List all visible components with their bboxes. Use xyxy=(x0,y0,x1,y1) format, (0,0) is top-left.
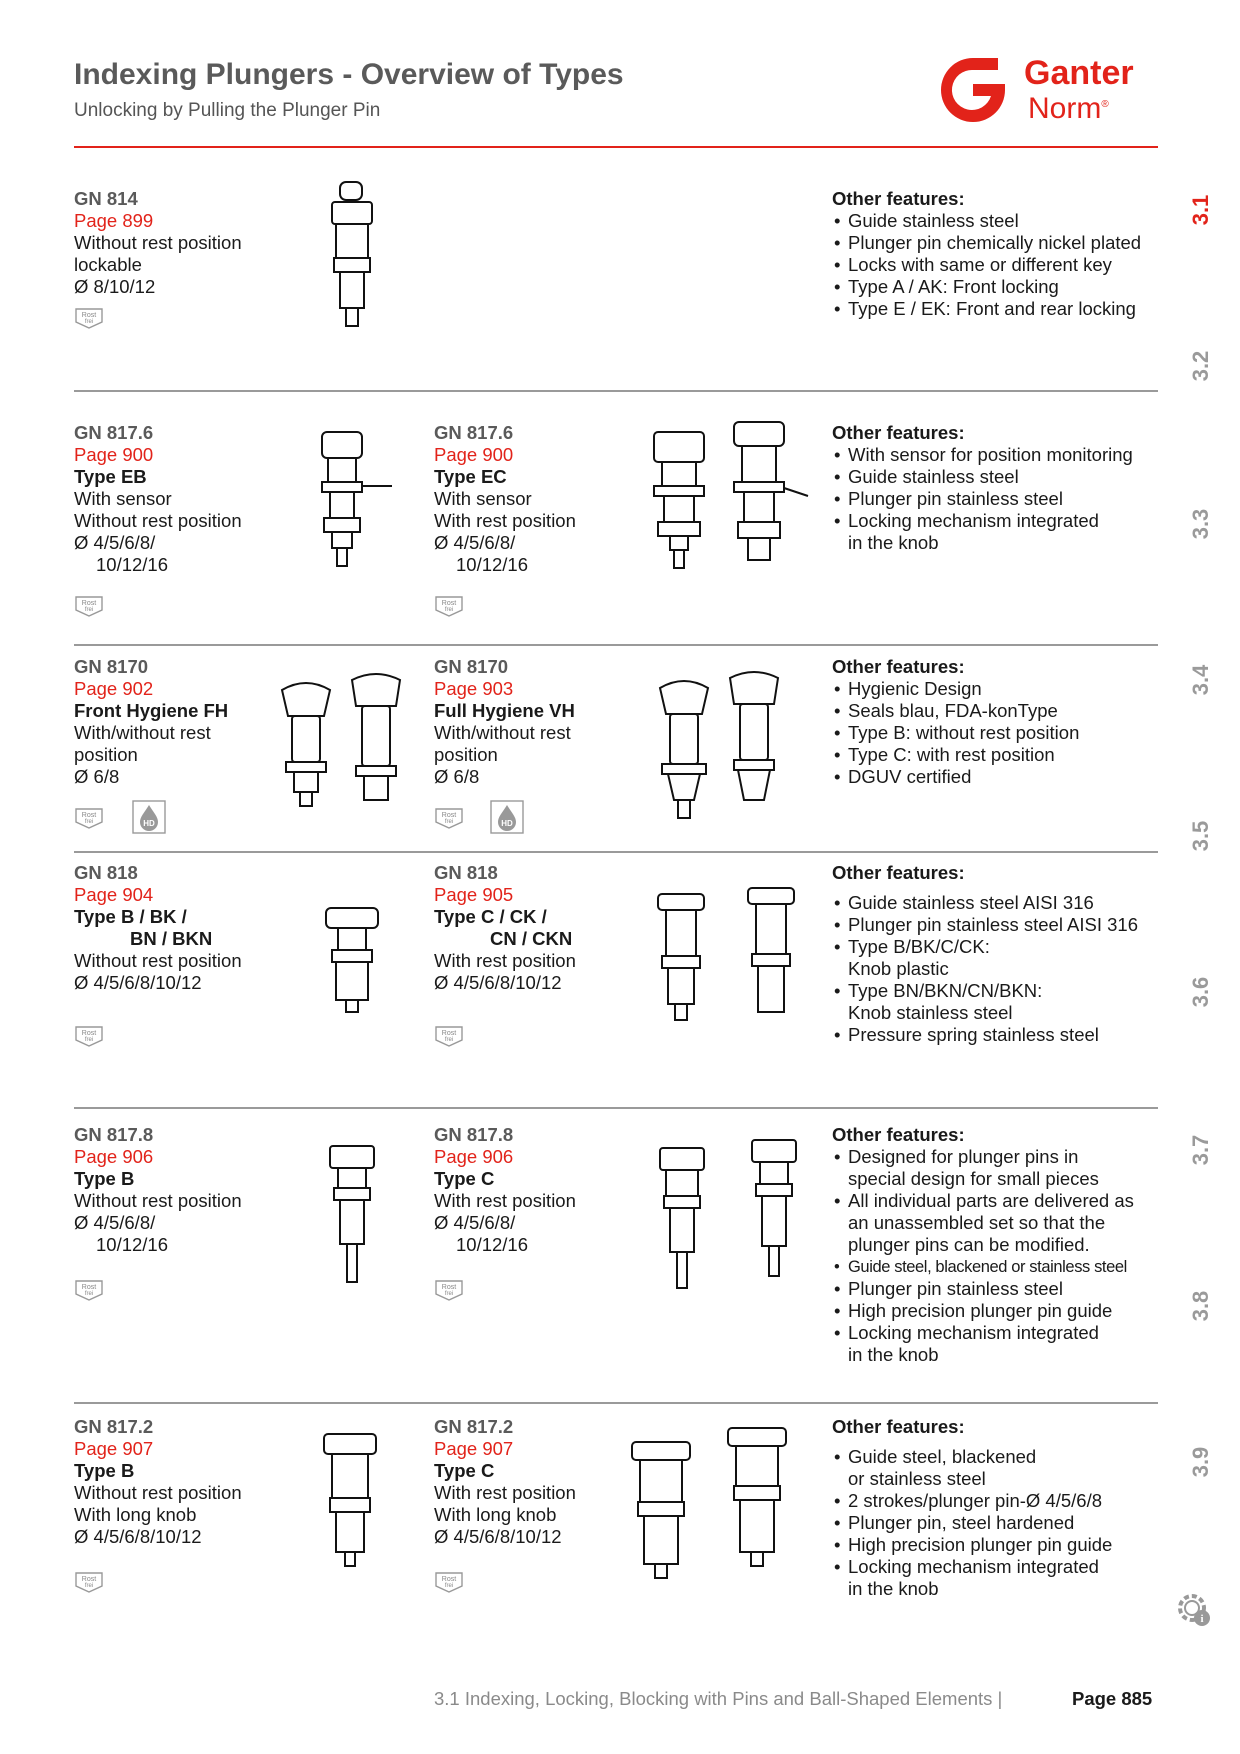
svg-text:frei: frei xyxy=(444,1037,454,1043)
page-link[interactable]: Page 903 xyxy=(434,678,514,699)
svg-text:Rost: Rost xyxy=(81,1284,97,1291)
feature-item: • Pressure spring stainless steel xyxy=(832,1024,1138,1046)
feature-item-continued: or stainless steel xyxy=(848,1468,986,1489)
feature-item: • Guide stainless steel xyxy=(832,210,1141,232)
svg-text:Rost: Rost xyxy=(441,600,457,607)
feature-item: • Guide steel, blackened or stainless steel xyxy=(832,1256,1134,1278)
features-heading: Other features: xyxy=(832,1416,965,1437)
page-title: Indexing Plungers - Overview of Types xyxy=(74,58,624,91)
product-block-gn818-c xyxy=(434,862,576,994)
product-code: GN 817.8 xyxy=(74,1124,154,1145)
product-line: Ø 4/5/6/8/10/12 xyxy=(74,972,202,993)
product-type: Type C xyxy=(434,1460,495,1481)
rost-frei-badge-icon xyxy=(74,1024,104,1048)
product-type: Type B xyxy=(74,1460,135,1481)
section-divider xyxy=(74,1402,1158,1404)
svg-text:Rost: Rost xyxy=(81,1576,97,1583)
side-tab-3-2[interactable]: 3.2 xyxy=(1188,350,1213,382)
plunger-pair-drawing-icon xyxy=(628,1424,808,1584)
features-list xyxy=(832,862,1138,1046)
plunger-drawing-icon xyxy=(316,428,396,570)
feature-item: • All individual parts are delivered as xyxy=(832,1190,1134,1212)
feature-item: • Guide stainless steel AISI 316 xyxy=(832,892,1138,914)
feature-item: • Plunger pin stainless steel xyxy=(832,1278,1134,1300)
product-type: Full Hygiene VH xyxy=(434,700,575,721)
product-line: lockable xyxy=(74,254,142,275)
feature-item: • Locking mechanism integrated xyxy=(832,510,1133,532)
product-line: With rest position xyxy=(434,1482,576,1503)
svg-text:frei: frei xyxy=(444,607,454,613)
product-line: 10/12/16 xyxy=(456,554,529,575)
product-line: Without rest position xyxy=(74,232,242,253)
feature-item: • Type B/BK/C/CK: xyxy=(832,936,1138,958)
side-tab-3-3[interactable]: 3.3 xyxy=(1188,508,1213,540)
features-heading: Other features: xyxy=(832,656,965,677)
page-link[interactable]: Page 906 xyxy=(74,1146,154,1167)
feature-item-continued: in the knob xyxy=(848,532,939,553)
page-link[interactable]: Page 907 xyxy=(434,1438,514,1459)
svg-text:frei: frei xyxy=(84,819,94,825)
features-list xyxy=(832,656,1079,788)
feature-item: • Locking mechanism integrated xyxy=(832,1556,1112,1578)
section-divider xyxy=(74,851,1158,853)
features-list xyxy=(832,422,1133,554)
features-list xyxy=(832,1416,1112,1600)
feature-item: • Designed for plunger pins in xyxy=(832,1146,1134,1168)
features-list xyxy=(832,1124,1134,1366)
page-subtitle: Unlocking by Pulling the Plunger Pin xyxy=(74,100,381,121)
svg-text:frei: frei xyxy=(444,1583,454,1589)
product-line: Without rest position xyxy=(74,950,242,971)
plunger-pair-drawing-icon xyxy=(654,884,804,1024)
product-line: position xyxy=(74,744,138,765)
feature-item: • Plunger pin stainless steel AISI 316 xyxy=(832,914,1138,936)
feature-item: • Seals blau, FDA-konType xyxy=(832,700,1079,722)
feature-item-continued: plunger pins can be modified. xyxy=(848,1234,1090,1255)
product-block-gn818-b xyxy=(74,862,242,994)
product-type: Type C / CK / xyxy=(434,906,547,927)
product-type-continued: BN / BKN xyxy=(130,928,213,949)
product-block-gn8170-fh xyxy=(74,656,228,788)
product-block-gn8178-b xyxy=(74,1124,242,1256)
product-block-gn8178-c xyxy=(434,1124,576,1256)
product-line: Ø 8/10/12 xyxy=(74,276,156,297)
feature-item-continued: in the knob xyxy=(848,1344,939,1365)
product-line: With long knob xyxy=(74,1504,197,1525)
footer-chapter: 3.1 Indexing, Locking, Blocking with Pins and Ball-Shaped Elements | xyxy=(434,1688,1003,1709)
svg-text:Rost: Rost xyxy=(81,812,97,819)
product-type: Front Hygiene FH xyxy=(74,700,229,721)
feature-item: • 2 strokes/plunger pin-Ø 4/5/6/8 xyxy=(832,1490,1112,1512)
feature-item-continued: an unassembled set so that the xyxy=(848,1212,1106,1233)
plunger-drawing-icon xyxy=(326,1142,378,1286)
page-link[interactable]: Page 905 xyxy=(434,884,514,905)
product-line: With/without rest xyxy=(74,722,211,743)
rost-frei-badge-icon xyxy=(434,594,464,618)
feature-item: • Guide steel, blackened xyxy=(832,1446,1112,1468)
product-line: position xyxy=(434,744,498,765)
hygienic-design-badge-icon xyxy=(490,800,524,834)
features-list xyxy=(832,188,1141,320)
rost-frei-badge-icon xyxy=(74,306,104,330)
product-line: Ø 6/8 xyxy=(434,766,480,787)
product-line: With rest position xyxy=(434,950,576,971)
svg-text:frei: frei xyxy=(84,1037,94,1043)
features-heading: Other features: xyxy=(832,188,965,209)
svg-text:frei: frei xyxy=(444,1291,454,1297)
feature-item: • Type B: without rest position xyxy=(832,722,1079,744)
product-line: Ø 4/5/6/8/ xyxy=(434,532,516,553)
rost-frei-badge-icon xyxy=(434,1570,464,1594)
product-code: GN 818 xyxy=(74,862,138,883)
svg-text:Rost: Rost xyxy=(81,312,97,319)
product-type: Type B xyxy=(74,1168,135,1189)
svg-text:frei: frei xyxy=(84,1291,94,1297)
section-divider xyxy=(74,644,1158,646)
page-link[interactable]: Page 902 xyxy=(74,678,154,699)
product-line: Ø 4/5/6/8/ xyxy=(74,1212,156,1233)
hygiene-plunger-drawing-icon xyxy=(654,666,804,822)
plunger-pair-drawing-icon xyxy=(650,418,810,572)
product-line: With rest position xyxy=(434,1190,576,1211)
svg-text:HD: HD xyxy=(143,819,155,828)
product-block-gn8176-eb xyxy=(74,422,242,576)
feature-item: • High precision plunger pin guide xyxy=(832,1300,1134,1322)
page-link[interactable]: Page 900 xyxy=(74,444,154,465)
side-tab-3-1[interactable]: 3.1 xyxy=(1188,194,1213,226)
svg-text:Rost: Rost xyxy=(441,1576,457,1583)
product-code: GN 817.8 xyxy=(434,1124,514,1145)
feature-item: • Plunger pin, steel hardened xyxy=(832,1512,1112,1534)
plunger-drawing-icon xyxy=(320,1430,380,1570)
feature-item: • Locks with same or different key xyxy=(832,254,1141,276)
svg-text:Rost: Rost xyxy=(441,812,457,819)
feature-item: • Type E / EK: Front and rear locking xyxy=(832,298,1141,320)
product-line: Without rest position xyxy=(74,1482,242,1503)
svg-text:Rost: Rost xyxy=(81,600,97,607)
page-link[interactable]: Page 904 xyxy=(74,884,154,905)
gear-info-icon[interactable] xyxy=(1174,1590,1214,1630)
hygienic-design-badge-icon xyxy=(132,800,166,834)
rost-frei-badge-icon xyxy=(434,1024,464,1048)
product-type-continued: CN / CKN xyxy=(490,928,573,949)
svg-text:i: i xyxy=(1200,1613,1204,1625)
side-tab-3-8[interactable]: 3.8 xyxy=(1188,1290,1213,1322)
rost-frei-badge-icon xyxy=(74,806,104,830)
product-code: GN 817.2 xyxy=(74,1416,154,1437)
product-line: With sensor xyxy=(434,488,532,509)
product-block-gn8176-ec xyxy=(434,422,576,576)
side-tab-3-7[interactable]: 3.7 xyxy=(1188,1134,1213,1166)
feature-item: • Plunger pin chemically nickel plated xyxy=(832,232,1141,254)
features-heading: Other features: xyxy=(832,1124,965,1145)
product-line: With long knob xyxy=(434,1504,557,1525)
product-line: Without rest position xyxy=(74,1190,242,1211)
product-line: With sensor xyxy=(74,488,172,509)
features-heading: Other features: xyxy=(832,422,965,443)
product-block-gn8170-vh xyxy=(434,656,575,788)
rost-frei-badge-icon xyxy=(434,1278,464,1302)
product-line: Ø 4/5/6/8/10/12 xyxy=(434,972,562,993)
svg-text:frei: frei xyxy=(84,319,94,325)
page-link[interactable]: Page 907 xyxy=(74,1438,154,1459)
feature-item: • Plunger pin stainless steel xyxy=(832,488,1133,510)
feature-item: • Guide stainless steel xyxy=(832,466,1133,488)
product-code: GN 818 xyxy=(434,862,498,883)
product-type: Type EB xyxy=(74,466,147,487)
feature-item-continued: special design for small pieces xyxy=(848,1168,1099,1189)
logo-word-norm: Norm® xyxy=(1028,92,1109,125)
product-line: Without rest position xyxy=(74,510,242,531)
product-line: Ø 6/8 xyxy=(74,766,120,787)
product-code: GN 817.6 xyxy=(74,422,154,443)
plunger-drawing-icon xyxy=(326,178,378,330)
product-code: GN 8170 xyxy=(74,656,149,677)
product-line: With/without rest xyxy=(434,722,571,743)
svg-text:Rost: Rost xyxy=(441,1284,457,1291)
plunger-pair-drawing-icon xyxy=(656,1136,806,1292)
feature-item-continued: in the knob xyxy=(848,1578,939,1599)
feature-item-continued: Knob stainless steel xyxy=(848,1002,1013,1023)
rost-frei-badge-icon xyxy=(74,1278,104,1302)
product-line: Ø 4/5/6/8/10/12 xyxy=(434,1526,562,1547)
side-tab-3-9[interactable]: 3.9 xyxy=(1188,1446,1213,1478)
product-line: 10/12/16 xyxy=(96,554,169,575)
product-type: Type EC xyxy=(434,466,507,487)
product-code: GN 8170 xyxy=(434,656,509,677)
features-heading: Other features: xyxy=(832,862,965,883)
svg-text:frei: frei xyxy=(84,1583,94,1589)
product-code: GN 814 xyxy=(74,188,138,209)
product-code: GN 817.6 xyxy=(434,422,514,443)
rost-frei-badge-icon xyxy=(434,806,464,830)
product-type: Type C xyxy=(434,1168,495,1189)
section-divider xyxy=(74,390,1158,392)
footer-page-number: Page 885 xyxy=(1072,1688,1153,1709)
plunger-drawing-icon xyxy=(322,904,382,1016)
svg-text:frei: frei xyxy=(444,819,454,825)
product-block-gn8172-c xyxy=(434,1416,576,1548)
ganter-logo-icon xyxy=(934,52,1012,128)
product-block-gn8172-b xyxy=(74,1416,242,1548)
side-tab-3-6[interactable]: 3.6 xyxy=(1188,976,1213,1008)
product-line: With rest position xyxy=(434,510,576,531)
header-rule xyxy=(74,146,1158,148)
feature-item-continued: Knob plastic xyxy=(848,958,949,979)
ganter-logo xyxy=(934,52,1154,128)
feature-item: • Hygienic Design xyxy=(832,678,1079,700)
page-link[interactable]: Page 906 xyxy=(434,1146,514,1167)
feature-item: • Type A / AK: Front locking xyxy=(832,276,1141,298)
rost-frei-badge-icon xyxy=(74,1570,104,1594)
feature-item: • Type C: with rest position xyxy=(832,744,1079,766)
product-line: Ø 4/5/6/8/ xyxy=(74,532,156,553)
feature-item: • High precision plunger pin guide xyxy=(832,1534,1112,1556)
feature-item: • Type BN/BKN/CN/BKN: xyxy=(832,980,1138,1002)
side-tab-3-5[interactable]: 3.5 xyxy=(1188,820,1213,852)
svg-text:HD: HD xyxy=(501,819,513,828)
hygiene-plunger-drawing-icon xyxy=(276,670,426,810)
rost-frei-badge-icon xyxy=(74,594,104,618)
product-code: GN 817.2 xyxy=(434,1416,514,1437)
section-divider xyxy=(74,1107,1158,1109)
product-line: Ø 4/5/6/8/10/12 xyxy=(74,1526,202,1547)
logo-word-ganter: Ganter xyxy=(1024,54,1134,92)
product-line: 10/12/16 xyxy=(96,1234,169,1255)
product-line: Ø 4/5/6/8/ xyxy=(434,1212,516,1233)
page-link[interactable]: Page 900 xyxy=(434,444,514,465)
product-block-gn814 xyxy=(74,188,242,298)
svg-text:Rost: Rost xyxy=(441,1030,457,1037)
product-line: 10/12/16 xyxy=(456,1234,529,1255)
page-link[interactable]: Page 899 xyxy=(74,210,154,231)
product-type: Type B / BK / xyxy=(74,906,187,927)
feature-item: • DGUV certified xyxy=(832,766,1079,788)
svg-text:Rost: Rost xyxy=(81,1030,97,1037)
svg-text:frei: frei xyxy=(84,607,94,613)
feature-item: • Locking mechanism integrated xyxy=(832,1322,1134,1344)
side-tab-3-4[interactable]: 3.4 xyxy=(1188,664,1213,696)
feature-item: • With sensor for position monitoring xyxy=(832,444,1133,466)
